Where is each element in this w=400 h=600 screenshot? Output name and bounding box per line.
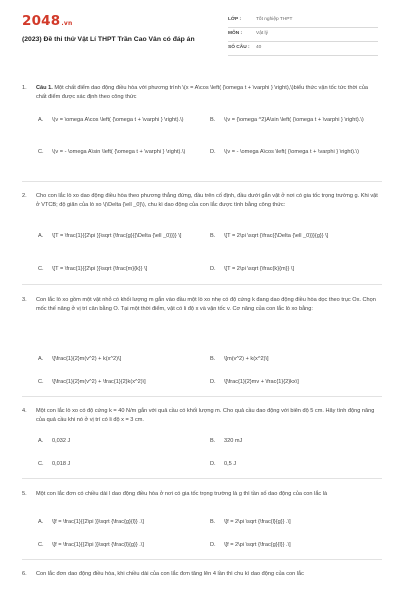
option-letter: A. — [38, 356, 44, 362]
option-letter: B. — [210, 117, 216, 123]
question-number: 6. — [22, 571, 27, 577]
option-text: 320 mJ — [224, 438, 243, 444]
meta-row-subject — [228, 28, 378, 42]
option-text: \[f = \frac{1}{{2\pi }}\sqrt {\frac{l}{g}} .\] — [52, 542, 144, 548]
option-letter: C. — [38, 461, 44, 467]
option-text: \[\frac{1}{2}m(v^2) + \frac{1}{2}k(x^2)\] — [52, 379, 146, 385]
option-text: \(v = - \omega A\cos \left( {\omega t + \varphi } \right).\) — [224, 149, 359, 155]
option-text: \[T = \frac{1}{{2\pi }}\sqrt {\frac{m}{k}} \] — [52, 266, 148, 272]
option-letter: C. — [38, 149, 44, 155]
option-text: \[T = 2\pi \sqrt {\frac{k}{m}} \] — [224, 266, 295, 272]
document-title: (2023) Đề thi thử Vật Lí THPT Trần Cao Vân có đáp án — [22, 36, 195, 43]
option-text: 0,018 J — [52, 461, 71, 467]
meta-value: Vật lý — [256, 31, 268, 36]
question-number: 5. — [22, 491, 27, 497]
site-logo[interactable] — [22, 13, 72, 29]
option-letter: B. — [210, 356, 216, 362]
meta-value: Tốt nghiệp THPT — [256, 17, 293, 22]
question-text — [36, 84, 380, 102]
option-letter: D. — [210, 461, 216, 467]
option-letter: D. — [210, 266, 216, 272]
option-letter: B. — [210, 438, 216, 444]
question-body: Một chất điểm dao động điều hòa với phương trình \(x = A\cos \left( {\omega t + \varphi } \right),\)biểu thức vận tốc tức thời của chất điểm được xác định theo công thức — [36, 85, 368, 100]
option-text: \(v = - \omega A\sin \left( {\omega t + \varphi } \right).\) — [52, 149, 186, 155]
option-text: \[m(v^2) + k(x^2)\] — [224, 356, 269, 362]
option-letter: A. — [38, 519, 44, 525]
option-text: \[f = 2\pi \sqrt {\frac{g}{l}} .\] — [224, 542, 291, 548]
question-number: 1. — [22, 85, 27, 91]
question-divider — [22, 559, 382, 560]
question-divider — [22, 181, 382, 182]
option-letter: B. — [210, 519, 216, 525]
question-divider — [22, 478, 382, 479]
question-label: Câu 1. — [36, 85, 53, 91]
meta-key: SỐ CÂU : — [228, 45, 250, 50]
meta-row-class — [228, 14, 378, 28]
question-number: 4. — [22, 408, 27, 414]
option-text: \[f = 2\pi \sqrt {\frac{l}{g}} .\] — [224, 519, 291, 525]
question-text: Một con lắc lò xo có độ cứng k = 40 N/m gắn với quả cầu có khối lượng m. Cho quả cầu dao động với biên độ 5 cm. Hãy tính động năng của quả cầu khi nó ở vị trí có li độ x = 3 cm. — [36, 408, 375, 423]
question-divider — [22, 284, 382, 285]
option-letter: C. — [38, 542, 44, 548]
option-letter: D. — [210, 542, 216, 548]
meta-value: 40 — [256, 45, 262, 50]
option-letter: D. — [210, 149, 216, 155]
document-header — [0, 0, 400, 66]
option-letter: C. — [38, 379, 44, 385]
option-text: \[T = 2\pi \sqrt {\frac{{\Delta {\ell _0}}}{g}} \] — [224, 233, 329, 239]
document-meta — [228, 14, 378, 56]
option-letter: A. — [38, 233, 44, 239]
option-text: \[\frac{1}{2}mv + \frac{1}{2}kx\] — [224, 379, 299, 385]
option-text: \(v = {\omega ^2}A\sin \left( {\omega t + \varphi } \right).\) — [224, 117, 364, 123]
question-divider — [22, 396, 382, 397]
question-text: Con lắc đơn dao động điều hòa, khi chiều dài của con lắc đơn tăng lên 4 lần thì chu kì dao động của con lắc — [36, 571, 304, 577]
option-letter: C. — [38, 266, 44, 272]
logo-suffix: .vn — [61, 20, 73, 27]
question-text: Cho con lắc lò xo dao động điều hòa theo phương thẳng đứng, đầu trên cố định, đầu dưới gắn vật ở nơi có gia tốc trọng trường g. Khi vật ở VTCB; độ giãn của lò xo \(\Delta {\ell _0}\), chu kì dao động của con lắc được tính bằng công thức: — [36, 193, 378, 208]
question-number: 2. — [22, 193, 27, 199]
option-text: 0,032 J — [52, 438, 71, 444]
option-text: \(v = \omega A\cos \left( {\omega t + \varphi } \right).\) — [52, 117, 184, 123]
logo-main: 2048 — [22, 13, 61, 29]
option-text: 0,5 J — [224, 461, 237, 467]
option-text: \[f = \frac{1}{{2\pi }}\sqrt {\frac{g}{l}} .\] — [52, 519, 144, 525]
option-letter: B. — [210, 233, 216, 239]
question-text: Một con lắc đơn có chiều dài l dao động điều hòa ở nơi có gia tốc trọng trường là g thì tần số dao động của con lắc là — [36, 491, 328, 497]
option-text: \[T = \frac{1}{{2\pi }}\sqrt {\frac{g}{{\Delta {\ell _0}}}} \] — [52, 233, 182, 239]
question-text: Con lắc lò xo gồm một vật nhỏ có khối lượng m gắn vào đầu một lò xo nhẹ có độ cứng k đang dao động điều hòa dọc theo trục Ox. Chọn mốc thế năng ở vị trí cân bằng O. Tại một thời điểm, vật có li độ x và vận tốc v. Cơ năng của con lắc lò xo bằng: — [36, 297, 376, 312]
option-letter: D. — [210, 379, 216, 385]
option-text: \[\frac{1}{2}m(v^2) + k(x^2)\] — [52, 356, 122, 362]
meta-row-count — [228, 42, 378, 56]
meta-key: LỚP : — [228, 17, 242, 22]
option-letter: A. — [38, 117, 44, 123]
option-letter: A. — [38, 438, 44, 444]
meta-key: MÔN : — [228, 31, 243, 36]
question-number: 3. — [22, 297, 27, 303]
